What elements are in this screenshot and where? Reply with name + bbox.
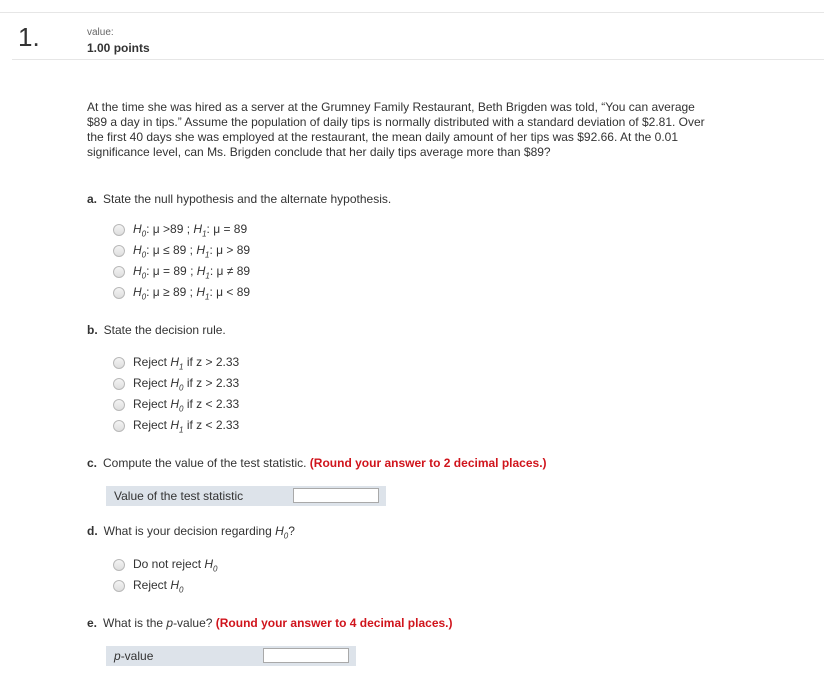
part-d-prompt: d. What is your decision regarding $H_0$? <box>87 524 295 541</box>
decision-rule-option[interactable] <box>113 397 239 413</box>
hypothesis-option-label: $H_0$: μ ≤ 89 ; $H_1$: μ > 89 <box>133 242 251 260</box>
header-divider <box>12 59 824 60</box>
part-e-letter: e. <box>87 616 98 630</box>
part-a-prompt: a. State the null hypothesis and the alternate hypothesis. <box>87 192 392 206</box>
p-value-label: p-value <box>114 649 154 663</box>
hypothesis-option-label: $H_0$: μ ≥ 89 ; $H_1$: μ < 89 <box>133 284 251 302</box>
decision-option[interactable] <box>113 578 183 594</box>
test-statistic-input[interactable] <box>293 488 379 503</box>
question-number: 1. <box>18 22 40 52</box>
value-label: value: <box>87 27 114 38</box>
part-c-instruction: (Round your answer to 2 decimal places.) <box>309 456 547 470</box>
decision-option-label: Do not reject $H_0$ <box>133 556 218 574</box>
part-c-prompt: c. Compute the value of the test statistic. (Round your answer to 2 decimal places.) <box>87 456 547 470</box>
points-value: 1.00 points <box>87 41 150 55</box>
hypothesis-option-label: $H_0$: μ >89 ; $H_1$: μ = 89 <box>133 221 248 239</box>
decision-radio[interactable] <box>113 580 125 592</box>
hypothesis-radio[interactable] <box>113 287 125 299</box>
decision-rule-label: Reject $H_1$ if z > 2.33 <box>133 354 240 372</box>
hypothesis-radio[interactable] <box>113 266 125 278</box>
decision-rule-radio[interactable] <box>113 378 125 390</box>
decision-rule-label: Reject $H_0$ if z < 2.33 <box>133 396 240 414</box>
question-text: At the time she was hired as a server at the Grumney Family Restaurant, Beth Brigden was told, “You can average $89 a day in tips.” Assume the population of daily tips is normally distributed with a standard deviation of $2.81. Over the first 40 days she was employed at the restaurant, the mean daily amount of her tips was $92.66. At the 0.01 significance level, can Ms. Brigden conclude that her daily tips average more than $89? <box>87 100 705 159</box>
p-value-input[interactable] <box>263 648 349 663</box>
decision-radio[interactable] <box>113 559 125 571</box>
hypothesis-option-label: $H_0$: μ = 89 ; $H_1$: μ ≠ 89 <box>133 263 251 281</box>
hypothesis-option[interactable] <box>113 222 247 238</box>
decision-rule-radio[interactable] <box>113 420 125 432</box>
decision-rule-label: Reject $H_0$ if z > 2.33 <box>133 375 240 393</box>
decision-option-label: Reject $H_0$ <box>133 577 184 595</box>
decision-rule-radio[interactable] <box>113 399 125 411</box>
decision-rule-option[interactable] <box>113 355 239 371</box>
part-a-letter: a. <box>87 192 98 206</box>
part-c-letter: c. <box>87 456 98 470</box>
decision-option[interactable] <box>113 557 218 573</box>
top-divider <box>0 12 824 13</box>
part-b-letter: b. <box>87 323 98 337</box>
hypothesis-option[interactable] <box>113 243 250 259</box>
decision-rule-option[interactable] <box>113 418 239 434</box>
part-d-letter: d. <box>87 524 98 538</box>
test-statistic-row <box>106 486 386 506</box>
part-e-prompt: e. What is the p-value? (Round your answer to 4 decimal places.) <box>87 616 453 630</box>
decision-rule-option[interactable] <box>113 376 239 392</box>
part-b-prompt: b. State the decision rule. <box>87 323 226 337</box>
hypothesis-option[interactable] <box>113 264 250 280</box>
decision-rule-radio[interactable] <box>113 357 125 369</box>
decision-rule-label: Reject $H_1$ if z < 2.33 <box>133 417 240 435</box>
part-e-instruction: (Round your answer to 4 decimal places.) <box>215 616 453 630</box>
hypothesis-radio[interactable] <box>113 245 125 257</box>
test-statistic-label: Value of the test statistic <box>114 489 244 503</box>
p-value-row <box>106 646 356 666</box>
hypothesis-radio[interactable] <box>113 224 125 236</box>
hypothesis-option[interactable] <box>113 285 250 301</box>
